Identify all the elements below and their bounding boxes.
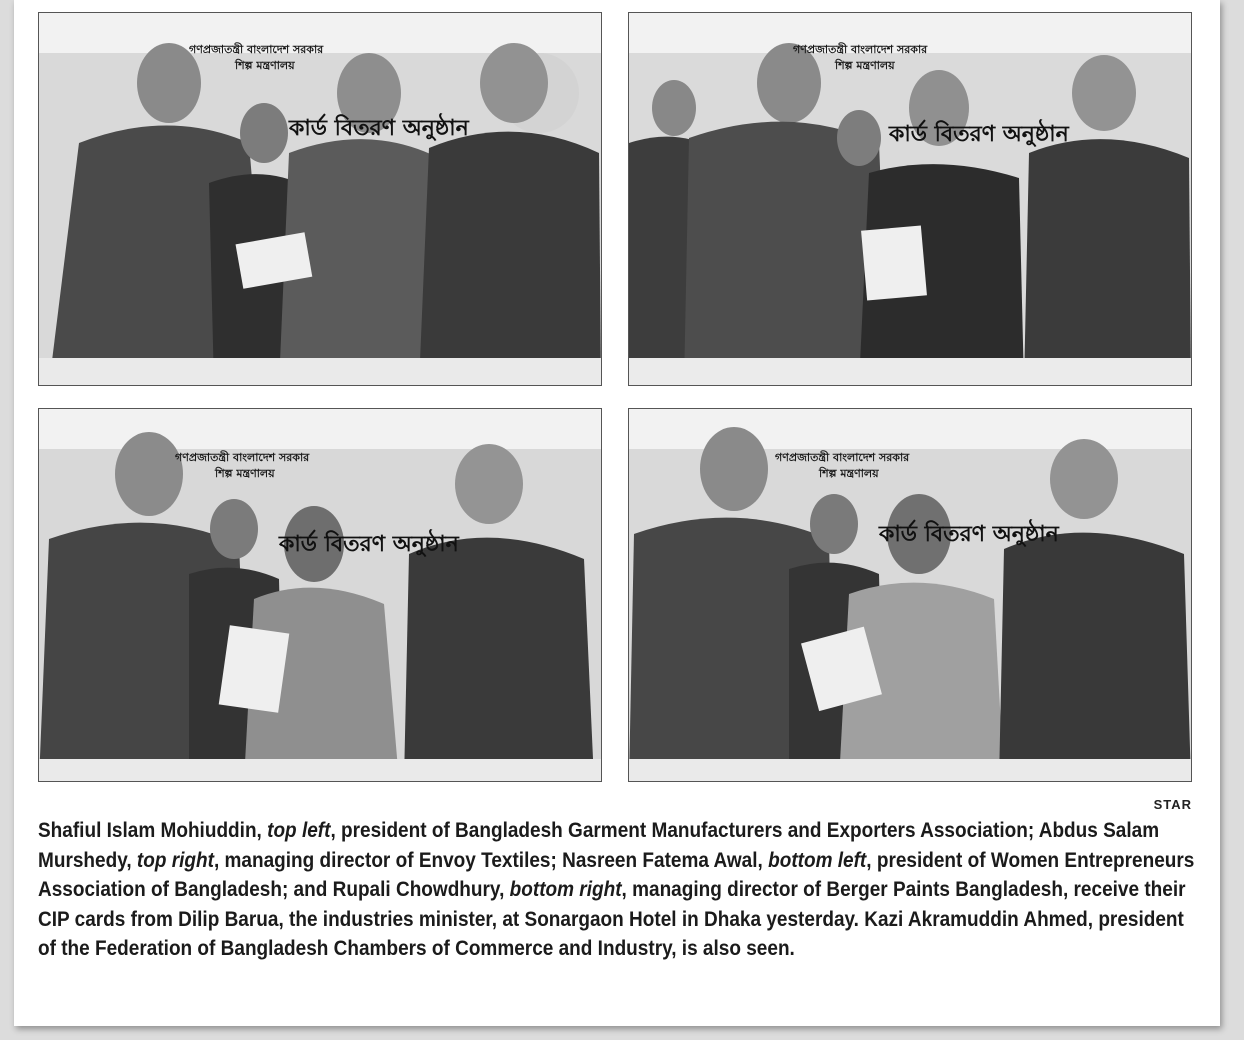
photo-bottom-left — [38, 408, 602, 782]
caption-position-bottom-right: bottom right — [509, 878, 622, 901]
caption-position-top-left: top left — [267, 819, 331, 842]
banner-event-text: কার্ড বিতরণ অনুষ্ঠান — [289, 116, 469, 141]
caption-text-2: , president of Bangladesh Garment Manufacturers and Exporters Association; Abdus Salam Murshedy, — [38, 819, 1160, 872]
banner-government-text: গণপ্রজাতন্ত্রী বাংলাদেশ সরকার — [175, 451, 310, 464]
banner-event-text: কার্ড বিতরণ অনুষ্ঠান — [879, 522, 1059, 547]
photo-top-right-scene — [629, 13, 1191, 385]
banner-ministry-text: শিল্প মন্ত্রণালয় — [215, 467, 275, 480]
banner-event-text: কার্ড বিতরণ অনুষ্ঠান — [889, 122, 1069, 147]
photo-bottom-right — [628, 408, 1192, 782]
banner-event-text: কার্ড বিতরণ অনুষ্ঠান — [279, 532, 459, 557]
banner-ministry-text: শিল্প মন্ত্রণালয় — [835, 59, 895, 72]
banner-ministry-text: শিল্প মন্ত্রণালয় — [235, 59, 295, 72]
photo-bottom-left-scene — [39, 409, 601, 781]
photo-credit: STAR — [1153, 797, 1192, 812]
caption-position-bottom-left: bottom left — [768, 848, 867, 872]
photo-top-left-scene — [39, 13, 601, 385]
banner-ministry-text: শিল্প মন্ত্রণালয় — [819, 467, 879, 480]
photo-bottom-right-scene — [629, 409, 1191, 781]
photo-top-right — [628, 12, 1192, 386]
caption-text-5: , managing director of Berger Paints Bangladesh, receive their CIP cards from Dilip Barua, the industries minister, at Sonargaon Hotel in Dhaka yesterday. Kazi Akramuddin Ahmed, president of the Federation of Bangladesh Chambers of Commerce and Industry, is also seen. — [38, 878, 1186, 960]
caption-position-top-right: top right — [136, 848, 214, 872]
caption-text-3: , managing director of Envoy Textiles; Nasreen Fatema Awal, — [213, 848, 769, 872]
photo-caption — [38, 816, 1198, 964]
newspaper-clipping — [14, 0, 1220, 1026]
banner-government-text: গণপ্রজাতন্ত্রী বাংলাদেশ সরকার — [189, 43, 324, 56]
banner-government-text: গণপ্রজাতন্ত্রী বাংলাদেশ সরকার — [793, 43, 928, 56]
photo-top-left — [38, 12, 602, 386]
caption-text-4: , president of Women Entrepreneurs Association of Bangladesh; and Rupali Chowdhury, — [38, 848, 1195, 901]
caption-text-1: Shafiul Islam Mohiuddin, — [38, 819, 268, 842]
banner-government-text: গণপ্রজাতন্ত্রী বাংলাদেশ সরকার — [775, 451, 910, 464]
